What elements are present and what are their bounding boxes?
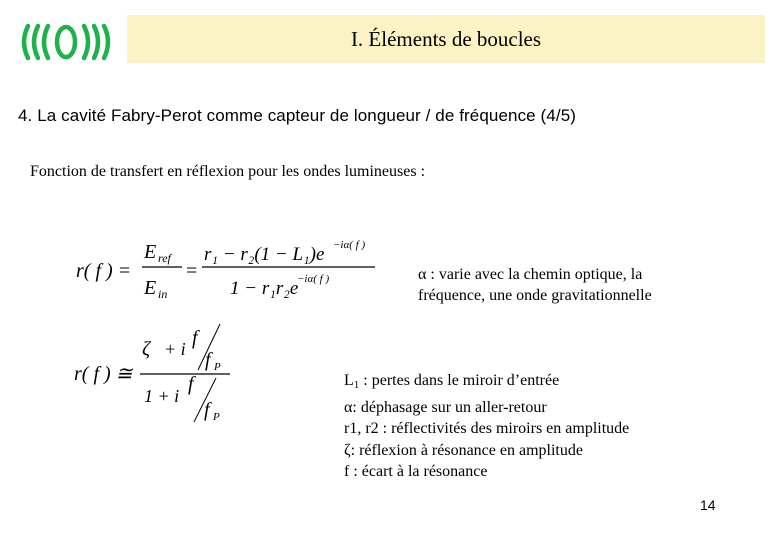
approx-formula: [70, 322, 240, 431]
legend-zeta: [344, 440, 629, 462]
legend-f: f : écart à la résonance: [344, 463, 488, 480]
formula1-eq: =: [186, 260, 198, 282]
formula1-lhs: r( f ) =: [76, 260, 132, 282]
reflection-formula-svg: [70, 232, 390, 304]
legend-l1-main: L: [344, 372, 354, 389]
legend-zeta-symbol: ζ: [344, 441, 351, 459]
alpha-symbol: α: [418, 266, 427, 283]
alpha-note-line1: : varie avec la chemin optique, la: [426, 266, 643, 283]
legend-l1-sub: 1: [353, 379, 360, 391]
legend-alpha: [344, 397, 629, 419]
formula2-num-fp-sub: P: [214, 361, 221, 373]
legend-alpha-symbol: α: [344, 398, 353, 416]
legend-alpha-rest: : déphasage sur un aller-retour: [352, 398, 547, 416]
slide-title: I. Éléments de boucles: [350, 26, 542, 51]
formula2-den-fp-sub: P: [213, 411, 220, 423]
formula1-den: 1 − r₁r₂e: [230, 278, 299, 299]
formula2-den-f: f: [188, 373, 194, 395]
formula1-den-sub: in: [158, 287, 168, 301]
alpha-note-line2: fréquence, une onde gravitationnelle: [418, 287, 652, 304]
legend-r1r2: r1, r2 : réflectivités des miroirs en amplitude: [344, 420, 630, 437]
formula2-den-one: 1 + i: [144, 386, 180, 406]
legend-l1: [344, 370, 629, 397]
alpha-note: [418, 264, 652, 306]
section-text: Fonction de transfert en réflexion pour les ondes lumineuses :: [30, 163, 426, 180]
formula1-den-E: E: [144, 277, 157, 299]
legend-l1-rest: : pertes dans le miroir d’entrée: [359, 372, 560, 389]
formula2-num-plus: + i: [164, 339, 186, 359]
formula2-zeta: ζ: [142, 338, 151, 360]
reflection-formula: [70, 232, 390, 309]
formula1-num-E: E: [144, 241, 157, 263]
slide-subtitle: 4. La cavité Fabry-Perot comme capteur de longueur / de fréquence (4/5): [18, 106, 577, 125]
approx-formula-svg: [70, 322, 240, 426]
formula1-num-exp: −iα( f ): [333, 239, 366, 251]
page-number: 14: [700, 497, 716, 513]
formula2-lhs: r( f ) ≅: [74, 363, 133, 385]
formula2-num-f: f: [192, 327, 198, 349]
title-bar: [127, 15, 765, 63]
formula2-den-fp: f: [204, 399, 210, 421]
formula2-num-fp: f: [205, 349, 211, 371]
wave-arcs-logo-icon: [18, 22, 114, 62]
symbol-legend: [344, 370, 629, 483]
formula1-den-exp: −iα( f ): [297, 273, 330, 285]
legend-zeta-rest: : réflexion à résonance en amplitude: [350, 441, 583, 459]
formula1-num-sub: ref: [158, 251, 171, 265]
formula1-num: r₁ − r₂(1 − L₁)e: [204, 244, 325, 265]
